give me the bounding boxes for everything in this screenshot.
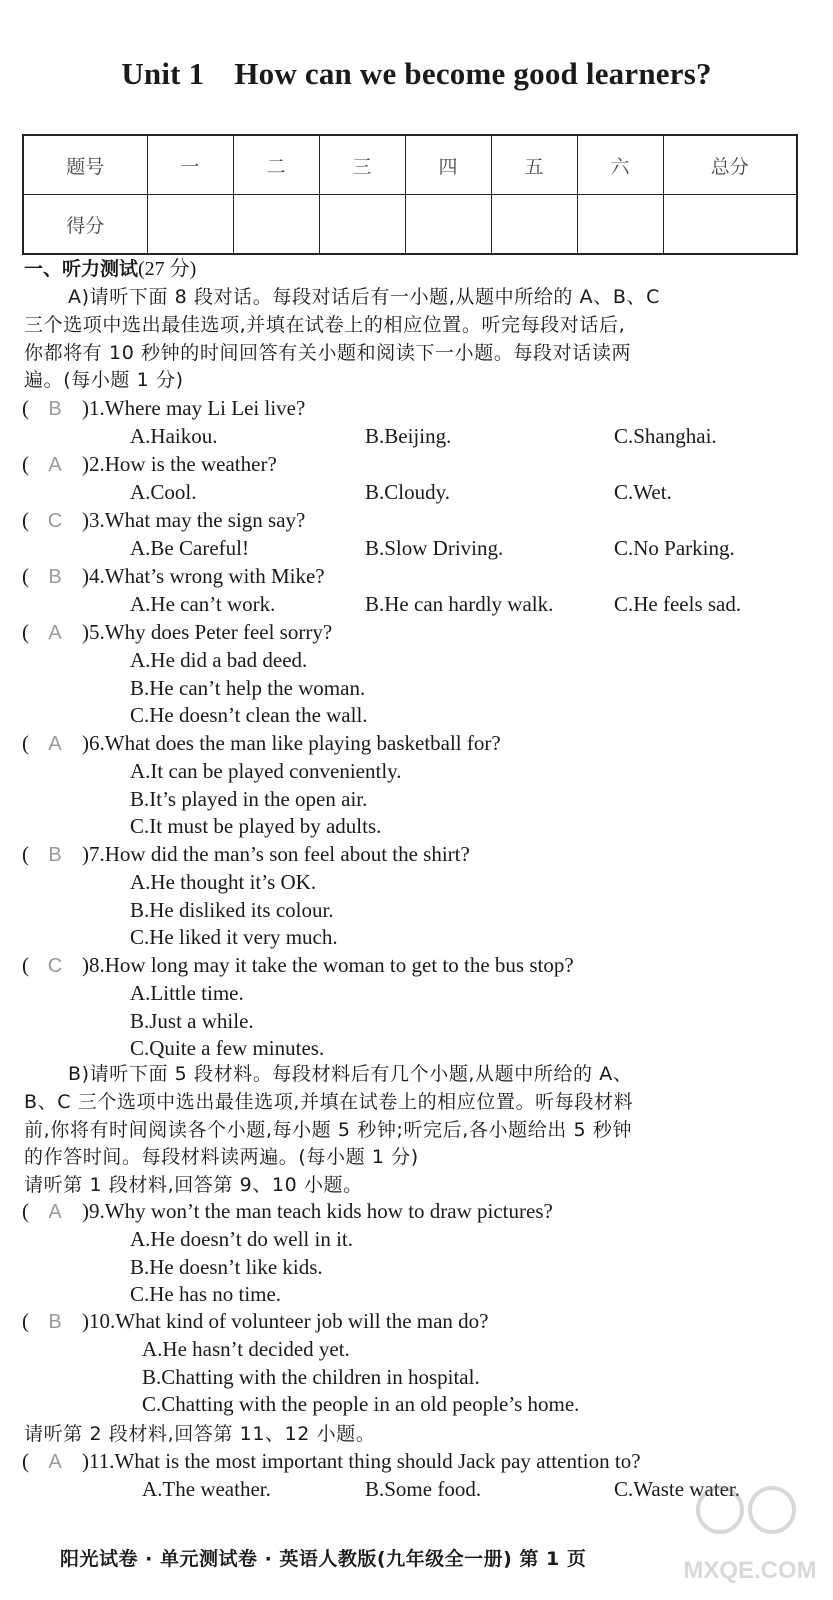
answer-mark[interactable]: B: [48, 398, 62, 420]
answer-mark[interactable]: B: [48, 1311, 62, 1333]
question-text: )8.How long may it take the woman to get to the bus stop?: [82, 953, 574, 977]
option-c: C.He liked it very much.: [130, 925, 338, 950]
part-a-instruction-line: 遍。(每小题 1 分): [24, 369, 184, 391]
question-text: )9.Why won’t the man teach kids how to draw pictures?: [82, 1199, 553, 1223]
option-b: B.Cloudy.: [365, 480, 450, 504]
option-b: B.Beijing.: [365, 424, 452, 448]
option-a: A.Cool.: [130, 480, 197, 504]
option-c: C.Wet.: [614, 480, 672, 504]
part-a-instruction-line: 你都将有 10 秒钟的时间回答有关小题和阅读下一小题。每段对话读两: [24, 342, 632, 364]
answer-mark[interactable]: C: [47, 955, 63, 977]
answer-paren: ( A: [22, 1198, 81, 1226]
section-heading: [24, 256, 196, 283]
part-a-instruction-line: 三个选项中选出最佳选项,并填在试卷上的相应位置。听完每段对话后,: [24, 314, 626, 336]
option-c: C.He has no time.: [130, 1282, 282, 1307]
unit-label: Unit 1: [121, 56, 205, 91]
option-c: C.He feels sad.: [614, 592, 742, 616]
option-c: C.He doesn’t clean the wall.: [130, 703, 368, 728]
option-b: B.He disliked its colour.: [130, 897, 334, 922]
question-text: )10.What kind of volunteer job will the man do?: [82, 1309, 489, 1333]
option-b: B.It’s played in the open air.: [130, 786, 368, 811]
score-header-cell: 题号: [23, 135, 147, 195]
unit-title: How can we become good learners?: [234, 56, 712, 91]
score-header-cell: 四: [405, 135, 491, 195]
answer-mark[interactable]: B: [48, 566, 62, 588]
page-footer: 阳光试卷 · 单元测试卷 · 英语人教版(九年级全一册) 第 1 页: [60, 1548, 587, 1570]
score-cell: [147, 195, 233, 255]
question-text: )2.How is the weather?: [82, 452, 277, 476]
question-text: )5.Why does Peter feel sorry?: [82, 620, 333, 644]
score-header-cell: 总分: [663, 135, 797, 195]
answer-mark[interactable]: A: [48, 454, 62, 476]
score-cell: [319, 195, 405, 255]
score-row-label: 得分: [23, 195, 147, 255]
option-c: C.Waste water.: [614, 1477, 741, 1501]
option-a: A.He thought it’s OK.: [130, 870, 317, 894]
part-b-instruction-line: 前,你将有时间阅读各个小题,每小题 5 秒钟;听完后,各小题给出 5 秒钟: [24, 1119, 633, 1141]
option-c: C.Chatting with the people in an old people’s home.: [142, 1392, 580, 1417]
option-b: B.He can hardly walk.: [365, 592, 554, 616]
section-heading-text: 一、听力测试: [24, 258, 139, 280]
score-header-cell: 六: [577, 135, 663, 195]
option-b: B.He doesn’t like kids.: [130, 1254, 323, 1279]
answer-paren: ( A: [22, 451, 81, 479]
option-a: A.Haikou.: [130, 424, 218, 448]
score-table-header-row: [23, 135, 797, 195]
answer-paren: ( B: [22, 563, 81, 591]
question-text: )3.What may the sign say?: [82, 508, 306, 532]
score-table: [22, 134, 798, 255]
answer-paren: ( B: [22, 395, 81, 423]
answer-paren: ( C: [22, 952, 81, 980]
option-a: A.He hasn’t decided yet.: [142, 1337, 350, 1361]
score-header-cell: 二: [233, 135, 319, 195]
option-b: B.Just a while.: [130, 1008, 254, 1033]
material-2-instruction: 请听第 2 段材料,回答第 11、12 小题。: [24, 1423, 376, 1445]
option-b: B.Some food.: [365, 1477, 482, 1501]
answer-mark[interactable]: C: [47, 510, 63, 532]
part-b-instruction-line: B、C 三个选项中选出最佳选项,并填在试卷上的相应位置。听每段材料: [24, 1091, 634, 1113]
score-cell: [405, 195, 491, 255]
option-a: A.Little time.: [130, 981, 244, 1005]
question-text: )6.What does the man like playing basketball for?: [82, 731, 501, 755]
page-title: [0, 56, 833, 92]
answer-mark[interactable]: A: [48, 1451, 62, 1473]
part-b-instruction-line: B)请听下面 5 段材料。每段材料后有几个小题,从题中所给的 A、: [68, 1063, 633, 1085]
option-a: A.Be Careful!: [130, 536, 249, 560]
watermark-logo: [680, 1478, 820, 1588]
score-table-score-row: [23, 195, 797, 255]
answer-paren: ( A: [22, 730, 81, 758]
question-text: )7.How did the man’s son feel about the shirt?: [82, 842, 470, 866]
answer-paren: ( B: [22, 1308, 81, 1336]
section-points: (27 分): [138, 258, 197, 280]
option-b: B.He can’t help the woman.: [130, 675, 366, 700]
option-a: A.He can’t work.: [130, 592, 276, 616]
material-1-instruction: 请听第 1 段材料,回答第 9、10 小题。: [24, 1174, 363, 1196]
score-header-cell: 一: [147, 135, 233, 195]
answer-paren: ( A: [22, 1448, 81, 1476]
score-header-cell: 三: [319, 135, 405, 195]
answer-paren: ( C: [22, 507, 81, 535]
option-c: C.Quite a few minutes.: [130, 1036, 325, 1061]
answer-mark[interactable]: A: [48, 622, 62, 644]
answer-paren: ( B: [22, 841, 81, 869]
score-cell: [233, 195, 319, 255]
part-b-instruction-line: 的作答时间。每段材料读两遍。(每小题 1 分): [24, 1146, 419, 1168]
score-cell: [491, 195, 577, 255]
question-text: )1.Where may Li Lei live?: [82, 396, 306, 420]
answer-mark[interactable]: B: [48, 844, 62, 866]
answer-paren: ( A: [22, 619, 81, 647]
watermark-text: MXQE.COM: [683, 1557, 817, 1584]
question-text: )4.What’s wrong with Mike?: [82, 564, 325, 588]
option-c: C.Shanghai.: [614, 424, 717, 448]
option-a: A.He did a bad deed.: [130, 648, 308, 672]
score-cell: [663, 195, 797, 255]
part-a-instruction-line: A)请听下面 8 段对话。每段对话后有一小题,从题中所给的 A、B、C: [68, 286, 660, 308]
option-c: C.No Parking.: [614, 536, 735, 560]
question-text: )11.What is the most important thing should Jack pay attention to?: [82, 1449, 641, 1473]
answer-mark[interactable]: A: [48, 1201, 62, 1223]
answer-mark[interactable]: A: [48, 733, 62, 755]
option-a: A.He doesn’t do well in it.: [130, 1227, 354, 1251]
option-b: B.Slow Driving.: [365, 536, 504, 560]
option-b: B.Chatting with the children in hospital.: [142, 1364, 480, 1389]
option-c: C.It must be played by adults.: [130, 814, 382, 839]
option-a: A.It can be played conveniently.: [130, 759, 402, 783]
option-a: A.The weather.: [142, 1477, 271, 1501]
score-header-cell: 五: [491, 135, 577, 195]
score-cell: [577, 195, 663, 255]
